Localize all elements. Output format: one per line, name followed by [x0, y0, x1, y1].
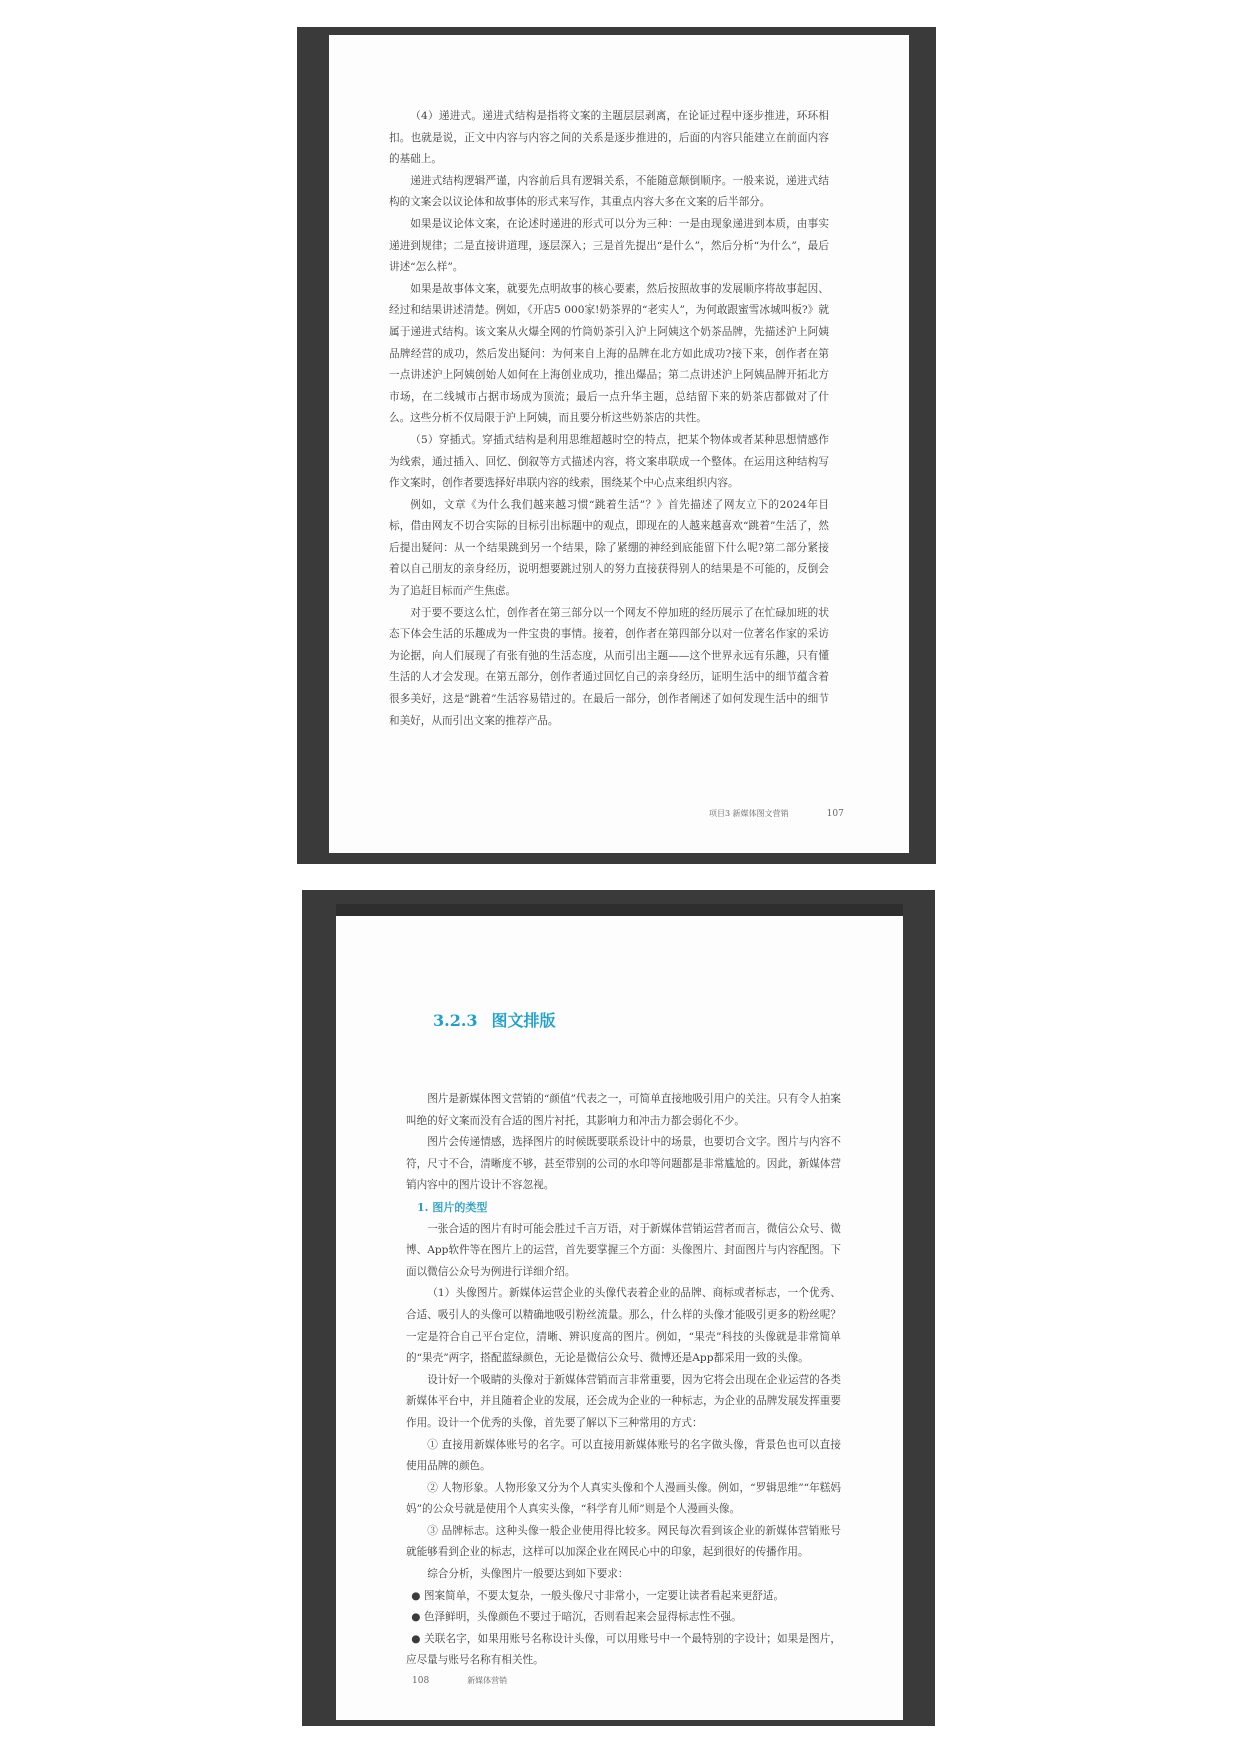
- page-scan-107: [297, 27, 936, 864]
- bullet-item: ● 色泽鲜明，头像颜色不要过于暗沉，否则看起来会显得标志性不强。: [411, 1611, 742, 1624]
- page-108-body: [406, 1089, 841, 1672]
- paragraph: 设计好一个吸睛的头像对于新媒体营销而言非常重要，因为它将会出现在企业运营的各类新媒体平台中，并且随着企业的发展，还会成为企业的一种标志，为企业的品牌发展发挥重要作用。设计一个优秀的头像，首先要了解以下三种常用的方式：: [406, 1373, 841, 1429]
- paragraph: 如果是故事体文案，就要先点明故事的核心要素，然后按照故事的发展顺序将故事起因、经过和结果讲述清楚。例如，《开店5 000家!奶茶界的“老实人”，为何敢跟蜜雪冰城叫板?》就属于递进式结构。该文案从火爆全网的竹筒奶茶引入沪上阿姨这个奶茶品牌，先描述沪上阿姨品牌经营的成功，然后发出疑问：为何来自上海的品牌在北方如此成功?接下来，创作者在第一点讲述沪上阿姨创始人如何在上海创业成功，推出爆品；第二点讲述沪上阿姨品牌开拓北方市场，在二线城市占据市场成为顶流；最后一点升华主题，总结留下来的奶茶店都做对了什么。这些分析不仅局限于沪上阿姨，而且要分析这些奶茶店的共性。: [389, 282, 829, 425]
- running-footer: 项目3 新媒体图文营销: [709, 809, 789, 818]
- paragraph: （5）穿插式。穿插式结构是利用思维超越时空的特点，把某个物体或者某种思想情感作为线索，通过插入、回忆、倒叙等方式描述内容，将文案串联成一个整体。在运用这种结构写作文案时，创作者要选择好串联内容的线索，围绕某个中心点来组织内容。: [389, 433, 829, 490]
- paragraph: （1）头像图片。新媒体运营企业的头像代表着企业的品牌、商标或者标志，一个优秀、合适、吸引人的头像可以精确地吸引粉丝流量。那么，什么样的头像才能吸引更多的粉丝呢？一定是符合自己平台定位，清晰、辨识度高的图片。例如，“果壳”科技的头像就是非常简单的“果壳”两字，搭配蓝绿颜色，无论是微信公众号、微博还是App都采用一致的头像。: [406, 1287, 841, 1365]
- paragraph: 例如，文章《为什么我们越来越习惯“跳着生活”？》首先描述了网友立下的2024年目标，借由网友不切合实际的目标引出标题中的观点，即现在的人越来越喜欢“跳着”生活了，然后提出疑问：从一个结果跳到另一个结果，除了紧绷的神经到底能留下什么呢?第二部分紧接着以自己朋友的亲身经历，说明想要跳过别人的努力直接获得别人的结果是不可能的，反倒会为了追赶目标而产生焦虑。: [389, 498, 829, 598]
- page-number: 107: [826, 809, 844, 819]
- paragraph: （4）递进式。递进式结构是指将文案的主题层层剥离，在论证过程中逐步推进，环环相扣。也就是说，正文中内容与内容之间的关系是逐步推进的，后面的内容只能建立在前面内容的基础上。: [389, 110, 829, 166]
- page-108: [336, 916, 903, 1720]
- page-108-footer: [412, 1675, 507, 1686]
- bullet-item: ● 关联名字，如果用账号名称设计头像，可以用账号中一个最特别的字设计；如果是图片，应尽量与账号名称有相关性。: [406, 1632, 841, 1667]
- subheading: 1. 图片的类型: [417, 1200, 488, 1214]
- page-scan-108: [302, 890, 935, 1726]
- paragraph: ① 直接用新媒体账号的名字。可以直接用新媒体账号的名字做头像，背景色也可以直接使用品牌的颜色。: [406, 1438, 841, 1473]
- paragraph: 对于要不要这么忙，创作者在第三部分以一个网友不停加班的经历展示了在忙碌加班的状态下体会生活的乐趣成为一件宝贵的事情。接着，创作者在第四部分以对一位著名作家的采访为论据，向人们展现了有张有弛的生活态度，从而引出主题——这个世界永远有乐趣，只有懂生活的人才会发现。在第五部分，创作者通过回忆自己的亲身经历，证明生活中的细节蕴含着很多美好，这是“跳着”生活容易错过的。在最后一部分，创作者阐述了如何发现生活中的细节和美好，从而引出文案的推荐产品。: [389, 606, 829, 727]
- paragraph: 图片是新媒体图文营销的“颜值”代表之一，可简单直接地吸引用户的关注。只有令人拍案叫绝的好文案而没有合适的图片衬托，其影响力和冲击力都会弱化不少。: [406, 1093, 841, 1127]
- page-107-body: [389, 106, 829, 732]
- section-number: 3.2.3: [433, 1011, 478, 1030]
- paragraph: 一张合适的图片有时可能会胜过千言万语，对于新媒体营销运营者而言，微信公众号、微博、App软件等在图片上的运营，首先要掌握三个方面：头像图片、封面图片与内容配图。下面以微信公众号为例进行详细介绍。: [406, 1222, 841, 1278]
- bullet-item: ● 图案简单，不要太复杂，一般头像尺寸非常小，一定要让读者看起来更舒适。: [411, 1589, 785, 1602]
- paragraph: ③ 品牌标志。这种头像一般企业使用得比较多。网民每次看到该企业的新媒体营销账号就能够看到企业的标志，这样可以加深企业在网民心中的印象，起到很好的传播作用。: [406, 1524, 841, 1559]
- paragraph: 图片会传递情感，选择图片的时候既要联系设计中的场景，也要切合文字。图片与内容不符，尺寸不合，清晰度不够，甚至带别的公司的水印等问题都是非常尴尬的。因此，新媒体营销内容中的图片设计不容忽视。: [406, 1136, 841, 1192]
- page-107-footer: [709, 808, 844, 819]
- section-heading: [433, 1008, 556, 1031]
- running-footer: 新媒体营销: [467, 1676, 508, 1685]
- paragraph: 递进式结构逻辑严谨，内容前后具有逻辑关系，不能随意颠倒顺序。一般来说，递进式结构的文案会以议论体和故事体的形式来写作，其重点内容大多在文案的后半部分。: [389, 174, 829, 209]
- paragraph: 综合分析，头像图片一般要达到如下要求：: [427, 1568, 629, 1581]
- page-number: 108: [412, 1676, 430, 1686]
- paragraph: ② 人物形象。人物形象又分为个人真实头像和个人漫画头像。例如，“罗辑思维”“年糕妈妈”的公众号就是使用个人真实头像，“科学育儿师”则是个人漫画头像。: [406, 1481, 841, 1516]
- section-title: 图文排版: [491, 1011, 556, 1030]
- paragraph: 如果是议论体文案，在论述时递进的形式可以分为三种：一是由现象递进到本质，由事实递进到规律；二是直接讲道理，逐层深入；三是首先提出“是什么”，然后分析“为什么”，最后讲述“怎么样”。: [389, 217, 829, 274]
- page-107: [329, 35, 909, 853]
